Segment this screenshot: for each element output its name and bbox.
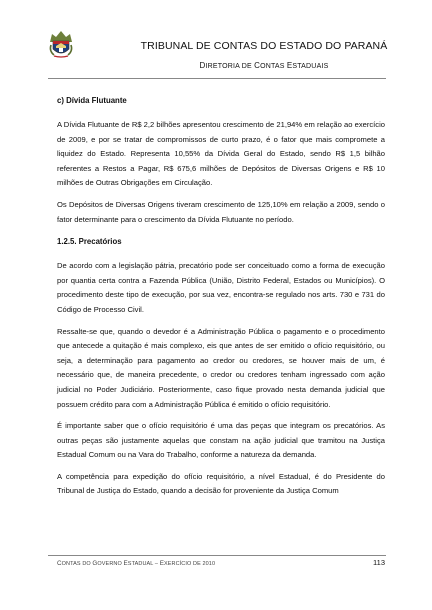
heading-divida-flutuante: c) Dívida Flutuante xyxy=(57,96,127,105)
heading-precatorios: 1.2.5. Precatórios xyxy=(57,237,122,247)
institution-title: TRIBUNAL DE CONTAS DO ESTADO DO PARANÁ xyxy=(140,40,388,52)
department-subtitle: DIRETORIA DE CONTAS ESTADUAIS xyxy=(199,61,329,70)
paragraph: É importante saber que o ofício requisitório é uma das peças que integram os precatórios. As outras peças são justamente aquelas que constam na ação judicial que tramitou na Justiça Estadual Comum ou na Vara do Trabalho, conforme a natureza da demanda. xyxy=(57,421,385,460)
paragraph: Ressalte-se que, quando o devedor é a Administração Pública o pagamento e o procedimento que antecede a quitação é mais complexo, eis que antes de ser emitido o ofício requisitório, ou seja, a determinação para pagamento ao credor ou credores, se houver mais de um, é necessário que, de maneira precedente, o credor ou credores tenham ingressado com ação judicial no Poder Judiciário. Posteriormente, caso fique provado nesta demanda judicial que possuem crédito para com a Administração Pública é emitido o ofício requisitório. xyxy=(57,326,385,409)
footer-caption: CONTAS DO GOVERNO ESTADUAL – EXERCÍCIO DE 2010 xyxy=(57,560,216,567)
page-content xyxy=(57,95,385,506)
header-divider xyxy=(48,78,386,79)
paragraph: Os Depósitos de Diversas Origens tiveram crescimento de 125,10% em relação a 2009, sendo o fator determinante para o crescimento da Dívida Flutuante no período. xyxy=(57,199,385,224)
paragraph: A Dívida Flutuante de R$ 2,2 bilhões apresentou crescimento de 21,94% em relação ao exercício de 2009, e por se tratar de compromissos de curto prazo, é o fator que mais compromete a liquidez do Estado. Representa 10,55% da Dívida Geral do Estado, sendo R$ 1,5 bilhão referentes a Restos a Pagar, R$ 675,6 milhões de Depósitos de Diversas Origens e R$ 10 milhões de Outras Obrigações em Circulação. xyxy=(57,120,385,188)
paragraph: A competência para expedição do ofício requisitório, a nível Estadual, é do Presidente do Tribunal de Justiça do Estado, quando a decisão for proveniente da Justiça Comum xyxy=(57,471,385,496)
page-number: 113 xyxy=(373,558,385,567)
footer-divider xyxy=(48,555,386,556)
paragraph: De acordo com a legislação pátria, precatório pode ser conceituado como a forma de execução por quantia certa contra a Fazenda Pública (União, Distrito Federal, Estados ou Municípios). O procedimento deste tipo de execução, por sua vez, encontra-se regulado nos arts. 730 e 731 do Código de Processo Civil. xyxy=(57,261,385,314)
